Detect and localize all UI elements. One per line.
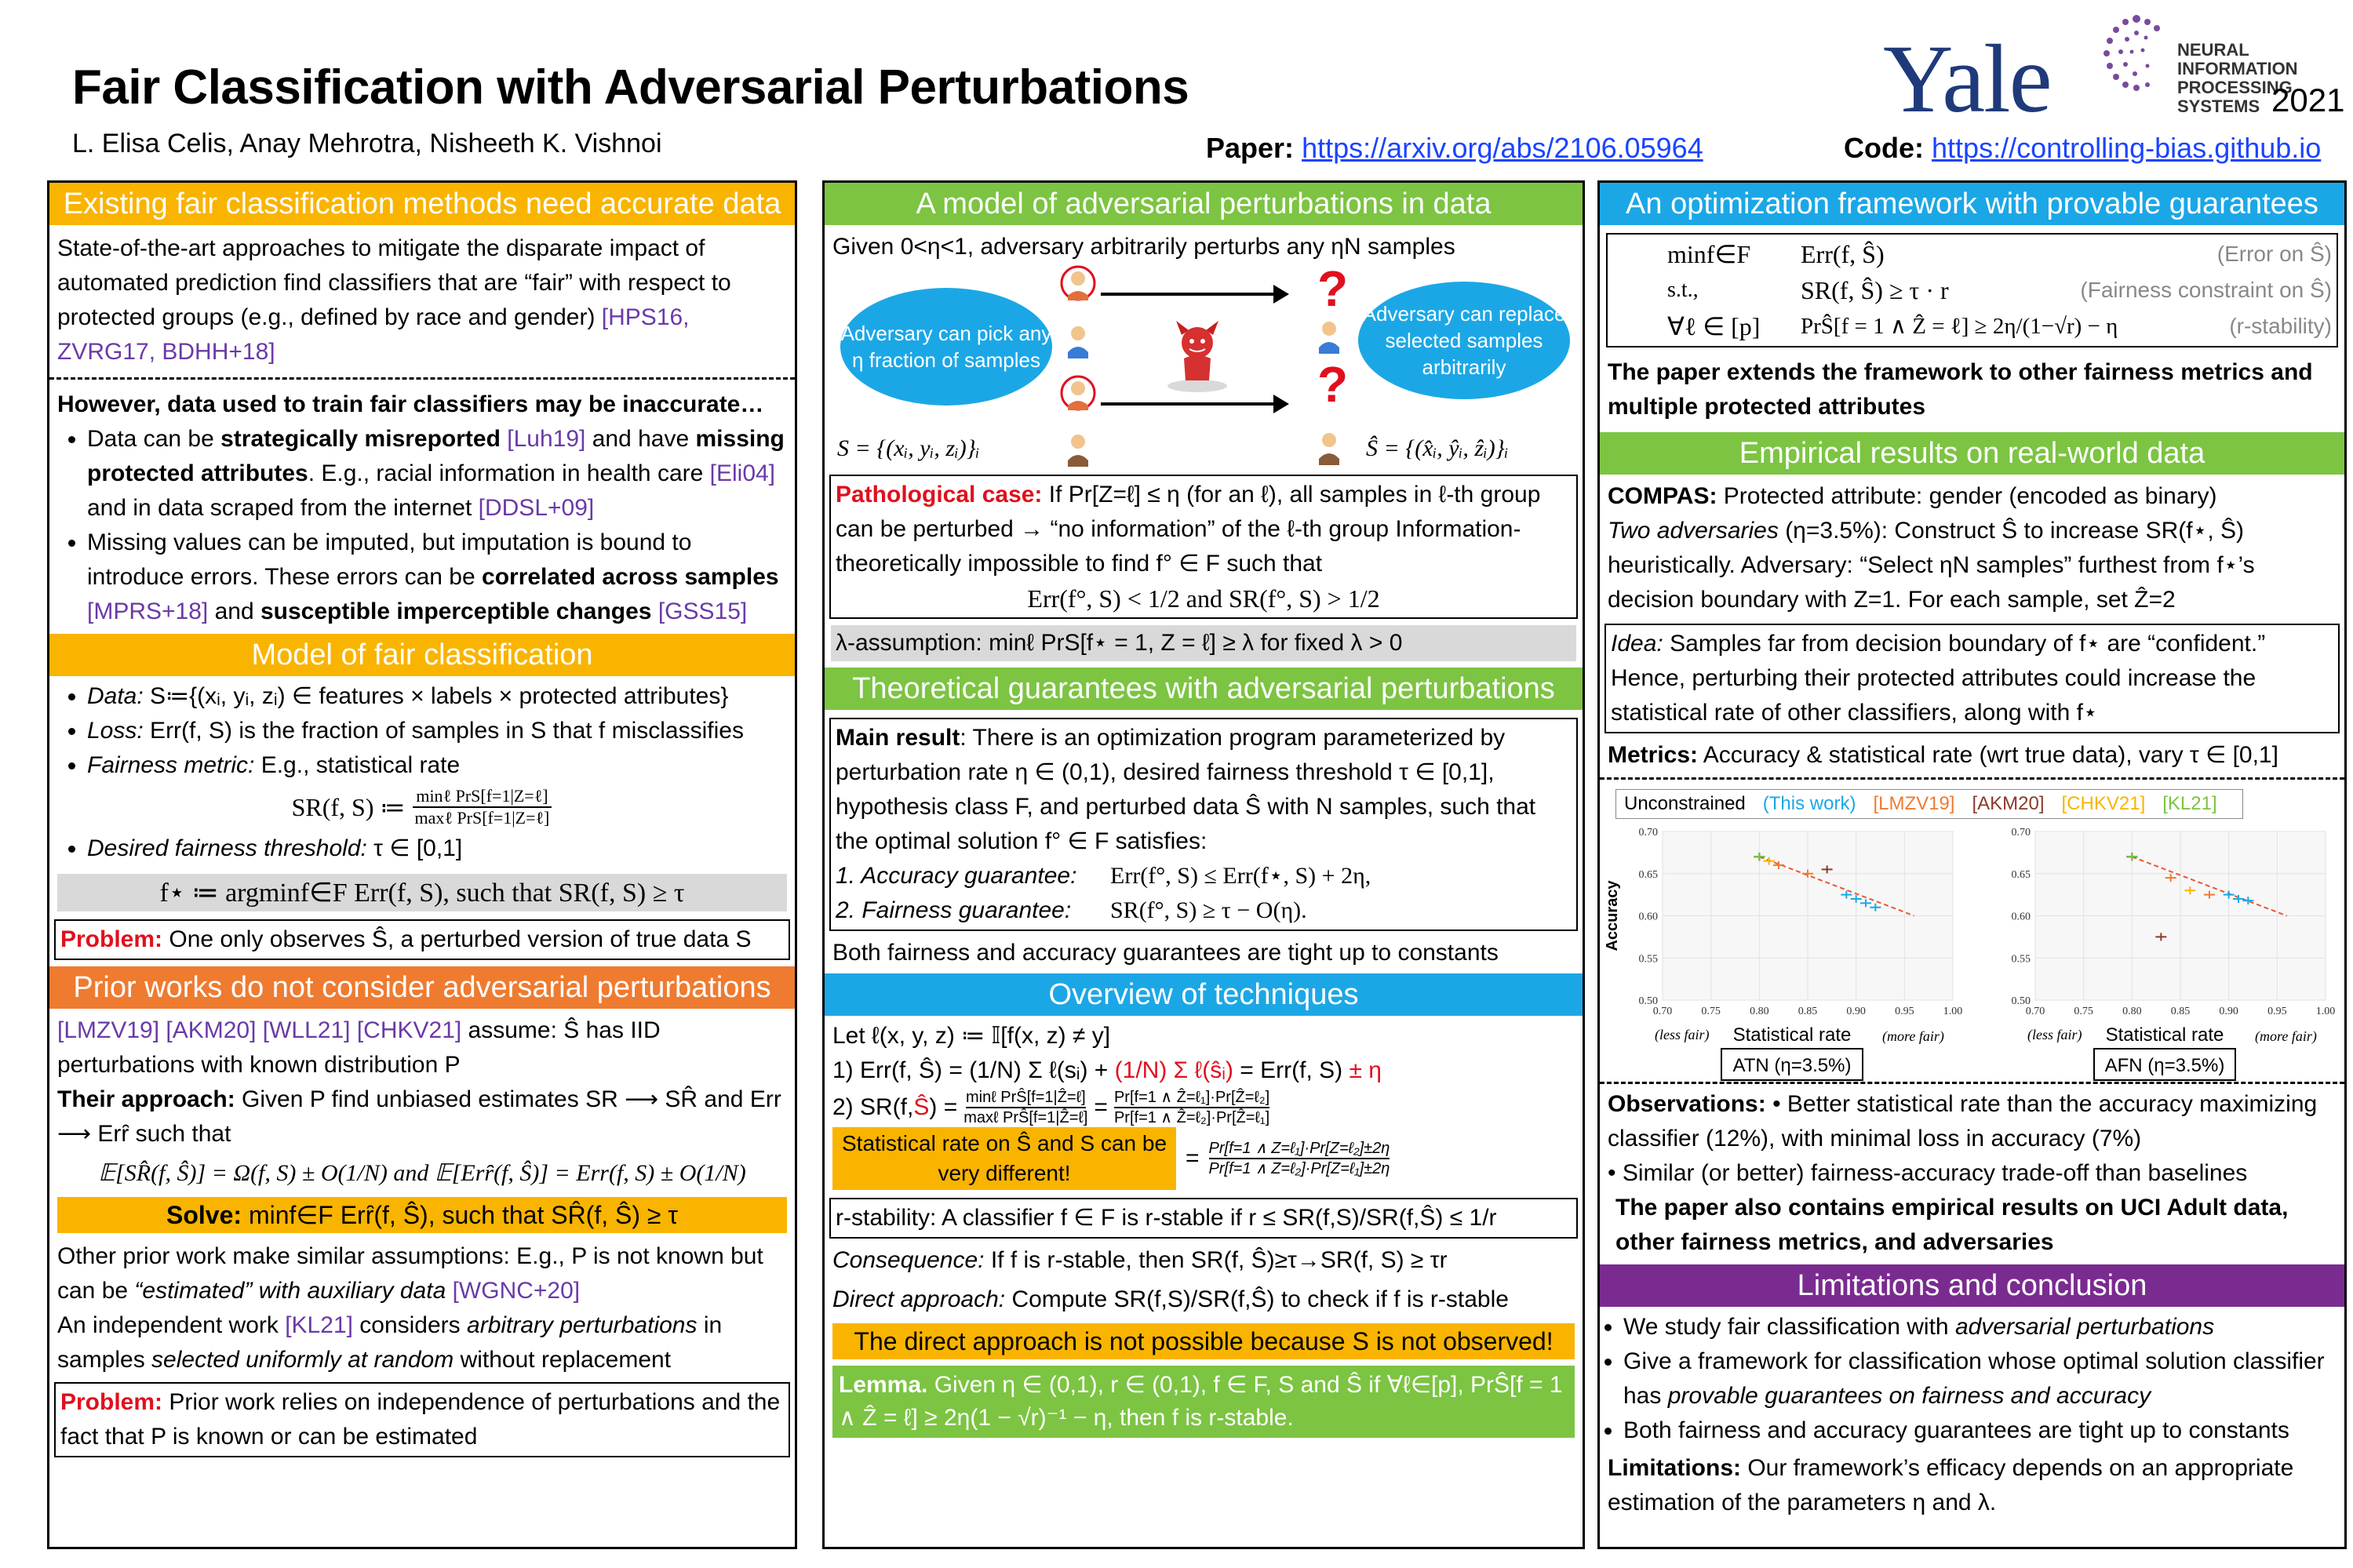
person-icon <box>1311 426 1347 471</box>
existing-text: State-of-the-art approaches to mitigate the disparate impact of automated prediction find classifiers that are “fair” with respect to protected groups (e.g., defined by race and gender) <box>57 235 731 330</box>
conclusion-list <box>1600 1310 2344 1448</box>
prior-other: Other prior work make similar assumptions: E.g., P is not known but can be “estimated” with auxiliary data [WGNC+20] <box>57 1243 763 1304</box>
x-tick-label: 0.75 <box>1701 1006 1721 1017</box>
section-techniques-title: Overview of techniques <box>825 973 1583 1016</box>
neurips-year: 2021 <box>2271 82 2345 118</box>
y-tick-label: 0.65 <box>1638 868 1658 881</box>
s-right-label: Ŝ = {(x̂ᵢ, ŷᵢ, ẑᵢ)}ᵢ <box>1366 435 1509 461</box>
oval-left: Adversary can pick any η fraction of samples <box>840 288 1052 406</box>
legend-this-work: (This work) <box>1762 793 1856 814</box>
chart-title: ATN (η=3.5%) <box>1732 1055 1852 1076</box>
x-tick-label: 0.70 <box>2025 1006 2045 1017</box>
legend-lmzv19: [LMZV19] <box>1873 793 1955 814</box>
inaccurate-data-list <box>49 422 795 629</box>
y-tick-label: 0.50 <box>2011 995 2031 1007</box>
list-item: • Desired fairness threshold: τ ∈ [0,1] <box>87 831 787 866</box>
x-tick-label: 0.95 <box>2267 1006 2287 1017</box>
poster-title: Fair Classification with Adversarial Perturbations <box>72 60 1189 115</box>
yale-logo: Yale <box>1883 25 2051 133</box>
section-model-title: Model of fair classification <box>49 634 795 676</box>
fstar-definition: f⋆ ≔ argminf∈F Err(f, S), such that SR(f, S) ≥ τ <box>57 874 787 911</box>
accuracy-guarantee: 1. Accuracy guarantee: Err(f°, S) ≤ Err(f⋆, S) + 2η, <box>836 863 1371 889</box>
x-axis-label: Statistical rate <box>2105 1024 2224 1046</box>
legend-kl21: [KL21] <box>2162 793 2217 814</box>
r-stability-box: r-stability: A classifier f ∈ F is r-stable if r ≤ SR(f,S)/SR(f,Ŝ) ≤ 1/r <box>829 1198 1578 1239</box>
observations-2: • Similar (or better) fairness-accuracy trade-off than baselines <box>1608 1160 2248 1186</box>
chart-title: AFN (η=3.5%) <box>2104 1055 2225 1076</box>
list-item: • Missing values can be imputed, but imputation is bound to introduce errors. These errors can be correlated across samples [MPRS+18] and susceptible imperceptible changes [GSS15] <box>87 526 787 629</box>
paper-link-row <box>1206 132 1703 165</box>
section-empirical-title: Empirical results on real-world data <box>1600 432 2344 475</box>
x-tick-label: 0.90 <box>1846 1006 1866 1017</box>
sr-definition: SR(f, S) ≔ minℓ PrS[f=1|Z=ℓ] maxℓ PrS[f=1|Z=ℓ] <box>49 786 795 828</box>
section-prior-works-title: Prior works do not consider adversarial perturbations <box>49 966 795 1009</box>
x-tick-label: 0.90 <box>2219 1006 2238 1017</box>
prior-indep: An independent work [KL21] considers arbitrary perturbations in samples selected uniformly at random without replacement <box>57 1312 723 1373</box>
x-tick-label: 0.80 <box>2122 1006 2142 1017</box>
list-item: • Data: S≔{(xᵢ, yᵢ, zᵢ) ∈ features × labels × protected attributes} <box>87 679 787 714</box>
x-tick-label: 0.70 <box>1652 1006 1673 1017</box>
y-tick-label: 0.70 <box>2011 827 2031 839</box>
list-item: • Both fairness and accuracy guarantees are tight up to constants <box>1623 1413 2337 1448</box>
x-tick-label: 0.85 <box>1798 1006 1818 1017</box>
section-theory-title: Theoretical guarantees with adversarial perturbations <box>825 668 1583 710</box>
arrow-head-icon <box>1273 285 1289 304</box>
question-mark-icon: ? <box>1317 260 1349 317</box>
prior-problem-box: Problem: Prior work relies on independence of perturbations and the fact that P is known or can be estimated <box>54 1382 790 1457</box>
extends-note: The paper extends the framework to other fairness metrics and multiple protected attributes <box>1608 359 2313 420</box>
pathological-box: Pathological case: If Pr[Z=ℓ] ≤ η (for an ℓ), all samples in ℓ-th group can be perturbed → “no information” of the ℓ-th group Information-theoretically impossible to find f° ∈ F such that Err(f°, S) < 1/2 and SR(f°, S) > 1/2 <box>829 475 1578 619</box>
x-tick-label: 1.00 <box>1943 1006 1963 1017</box>
list-item: • Give a framework for classification whose optimal solution classifier has provable guarantees on fairness and accuracy <box>1623 1344 2337 1413</box>
prior-equation: 𝔼[SR̂(f, Ŝ)] = Ω(f, S) ± O(1/N) and 𝔼[Erȓ(f, Ŝ)] = Err(f, S) ± O(1/N) <box>98 1160 746 1186</box>
x-label-right: (more fair) <box>2255 1028 2317 1044</box>
empirical-charts <box>1600 777 2344 1084</box>
list-item: • Data can be strategically misreported [Luh19] and have missing protected attributes. E.g., racial information in health care [Eli04] and in data scraped from the internet [DDSL+09] <box>87 422 787 526</box>
neurips-line1: NEURAL INFORMATION <box>2177 40 2298 78</box>
column-1 <box>47 180 797 1549</box>
y-tick-label: 0.60 <box>2011 911 2031 923</box>
lemma-box: Lemma. Given η ∈ (0,1), r ∈ (0,1), f ∈ F, S and Ŝ if ∀ℓ∈[p], PrŜ[f = 1 ∧ Ẑ = ℓ] ≥ 2η(1 − √r)⁻¹ − η, then f is r-stable. <box>832 1366 1575 1438</box>
person-icon <box>1060 427 1096 473</box>
prior-assume: [LMZV19] [AKM20] [WLL21] [CHKV21] assume: Ŝ has IID perturbations with known distribution P <box>57 1017 661 1078</box>
however-heading: However, data used to train fair classifiers may be inaccurate… <box>57 391 764 417</box>
paper-label: Paper: <box>1206 132 1295 164</box>
column-3 <box>1597 180 2347 1549</box>
section-existing-methods-body <box>49 231 795 369</box>
x-tick-label: 0.95 <box>1895 1006 1914 1017</box>
oval-right: Adversary can replace selected samples arbitrarily <box>1358 282 1570 399</box>
section-optimization-title: An optimization framework with provable guarantees <box>1600 183 2344 225</box>
observations-bold: The paper also contains empirical results on UCI Adult data, other fairness metrics, and adversaries <box>1615 1195 2289 1255</box>
limitations-text: Limitations: Our framework’s efficacy depends on an appropriate estimation of the parameters η and λ. <box>1608 1455 2294 1515</box>
x-tick-label: 0.85 <box>2170 1006 2191 1017</box>
question-mark-icon: ? <box>1317 356 1349 413</box>
metrics-line: Metrics: Accuracy & statistical rate (wrt true data), vary τ ∈ [0,1] <box>1608 742 2278 768</box>
existing-cite: [HPS16, ZVRG17, BDHH+18] <box>57 304 690 365</box>
y-tick-label: 0.55 <box>2011 953 2031 966</box>
authors: L. Elisa Celis, Anay Mehrotra, Nisheeth K. Vishnoi <box>72 129 662 158</box>
threshold-list <box>49 831 795 866</box>
y-tick-label: 0.70 <box>1638 827 1658 839</box>
person-icon <box>1060 264 1096 310</box>
section-limitations-title: Limitations and conclusion <box>1600 1264 2344 1307</box>
code-label: Code: <box>1844 132 1924 164</box>
y-axis-label: Accuracy <box>1604 880 1621 951</box>
adversary-given: Given 0<η<1, adversary arbitrarily perturbs any ηN samples <box>832 234 1455 260</box>
y-tick-label: 0.60 <box>1638 911 1658 923</box>
x-tick-label: 0.75 <box>2074 1006 2093 1017</box>
y-tick-label: 0.50 <box>1638 995 1658 1007</box>
model-problem-box: Problem: One only observes Ŝ, a perturbed version of true data S <box>54 919 790 960</box>
devil-icon <box>1154 311 1240 398</box>
list-item: • We study fair classification with adversarial perturbations <box>1623 1310 2337 1344</box>
column-2 <box>822 180 1585 1549</box>
list-item: • Fairness metric: E.g., statistical rate <box>87 748 787 783</box>
model-list <box>49 679 795 783</box>
techniques-note-row: Statistical rate on Ŝ and S can be very different! = Pr[f=1 ∧ Z=ℓ₁]·Pr[Z=ℓ₂]±2η Pr[f=1 ∧ Z=ℓ₂]·Pr[Z=ℓ₁]±2η <box>832 1127 1575 1190</box>
eq2-fraction3: Pr[f=1 ∧ Z=ℓ₁]·Pr[Z=ℓ₂]±2η Pr[f=1 ∧ Z=ℓ₂]·Pr[Z=ℓ₁]±2η <box>1208 1140 1390 1177</box>
divider <box>49 377 795 380</box>
legend-unconstrained: Unconstrained <box>1624 793 1746 814</box>
x-tick-label: 0.80 <box>1750 1006 1769 1017</box>
section-adversarial-model-title: A model of adversarial perturbations in data <box>825 183 1583 225</box>
compas-line: COMPAS: Protected attribute: gender (encoded as binary) <box>1608 483 2217 509</box>
paper-url-link[interactable]: https://arxiv.org/abs/2106.05964 <box>1302 132 1703 164</box>
optimization-program: minf∈F Err(f, Ŝ) (Error on Ŝ) s.t., SR(f, Ŝ) ≥ τ · r (Fairness constraint on Ŝ) ∀ℓ ∈ [p] PrŜ[f = 1 ∧ Ẑ = ℓ] ≥ 2η/(1−√r) − η (r-stability) <box>1606 233 2338 347</box>
person-icon <box>1060 319 1096 365</box>
arrow-line <box>1101 293 1273 296</box>
sr-different-note: Statistical rate on Ŝ and S can be very different! <box>832 1127 1176 1190</box>
chart-afn <box>1972 824 2341 1082</box>
x-axis-label: Statistical rate <box>1732 1024 1852 1046</box>
y-tick-label: 0.55 <box>1638 953 1658 966</box>
neurips-line2: PROCESSING SYSTEMS <box>2177 78 2293 116</box>
techniques-let: Let ℓ(x, y, z) ≔ 𝕀[f(x, z) ≠ y] <box>832 1023 1111 1049</box>
list-item: • Loss: Err(f, S) is the fraction of samples in S that f misclassifies <box>87 714 787 748</box>
consequence: Consequence: If f is r-stable, then SR(f, Ŝ)≥τ→SR(f, S) ≥ τr <box>832 1247 1448 1273</box>
y-tick-label: 0.65 <box>2011 868 2031 881</box>
two-adversaries: Two adversaries (η=3.5%): Construct Ŝ to increase SR(f⋆, Ŝ) heuristically. Adversary: “Select ηN samples” furthest from f⋆’s decision boundary with Z=1. For each sample, set Ẑ=2 <box>1608 518 2255 613</box>
x-label-right: (more fair) <box>1882 1028 1944 1044</box>
techniques-eq2: 2) SR(f, Ŝ ) = minℓ PrŜ[f=1|Ẑ=ℓ] maxℓ PrŜ[f=1|Ẑ=ℓ] = Pr[f=1 ∧ Ẑ=ℓ₁]·Pr[Ẑ=ℓ₂] Pr[f=1 ∧ Ẑ=ℓ₂]·Pr[Ẑ=ℓ₁] <box>832 1089 1270 1126</box>
direct-approach: Direct approach: Compute SR(f,S)/SR(f,Ŝ) to check if f is r-stable <box>832 1286 1509 1312</box>
arrow-line <box>1101 402 1273 406</box>
x-label-left: (less fair) <box>2027 1027 2082 1042</box>
arrow-head-icon <box>1273 395 1289 413</box>
observations: Observations: • Better statistical rate than the accuracy maximizing classifier (12%), with minimal loss in accuracy (7%) <box>1608 1091 2318 1151</box>
lambda-assumption: λ-assumption: minℓ PrS[f⋆ = 1, Z = ℓ] ≥ λ for fixed λ > 0 <box>831 625 1576 661</box>
legend-chkv21: [CHKV21] <box>2061 793 2146 814</box>
techniques-eq1: 1) Err(f, Ŝ) = (1/N) Σ ℓ(sᵢ) + (1/N) Σ ℓ(ŝᵢ) = Err(f, S) ± η <box>832 1057 1382 1083</box>
adversary-diagram <box>825 260 1583 471</box>
chart-legend <box>1615 789 2243 819</box>
legend-akm20: [AKM20] <box>1972 793 2045 814</box>
neurips-logo-icon <box>2099 11 2174 97</box>
idea-box: Idea: Samples far from decision boundary of f⋆ are “confident.” Hence, perturbing their protected attributes could increase the statistical rate of other classifiers, along with f⋆ <box>1604 624 2340 733</box>
s-left-label: S = {(xᵢ, yᵢ, zᵢ)}ᵢ <box>837 435 980 461</box>
x-tick-label: 1.00 <box>2315 1006 2336 1017</box>
code-url-link[interactable]: https://controlling-bias.github.io <box>1932 132 2322 164</box>
tight-note: Both fairness and accuracy guarantees are tight up to constants <box>832 940 1499 966</box>
not-possible-note: The direct approach is not possible because S is not observed! <box>832 1323 1575 1359</box>
code-link-row <box>1844 132 2321 165</box>
person-icon <box>1311 315 1347 360</box>
x-label-left: (less fair) <box>1655 1027 1710 1042</box>
section-existing-methods-title: Existing fair classification methods need accurate data <box>49 183 795 225</box>
main-result-box: Main result: There is an optimization program parameterized by perturbation rate η ∈ (0,1), desired fairness threshold τ ∈ [0,1], hypothesis class F, and perturbed data Ŝ with N samples, such that the optimal solution f° ∈ F satisfies: 1. Accuracy guarantee: Err(f°, S) ≤ Err(f⋆, S) + 2η, 2. Fairness guarantee: SR(f°, S) ≥ τ − O(η). <box>829 718 1578 931</box>
fairness-guarantee: 2. Fairness guarantee: SR(f°, S) ≥ τ − O(η). <box>836 897 1307 923</box>
chart-atn <box>1600 824 1969 1082</box>
person-icon <box>1060 374 1096 420</box>
prior-approach: Their approach: Given P find unbiased estimates SR ⟶ SR̂ and Err ⟶ Erȓ such that <box>57 1086 781 1147</box>
prior-solve: Solve: minf∈F Erȓ(f, Ŝ), such that SR̂(f, Ŝ) ≥ τ <box>57 1197 787 1233</box>
